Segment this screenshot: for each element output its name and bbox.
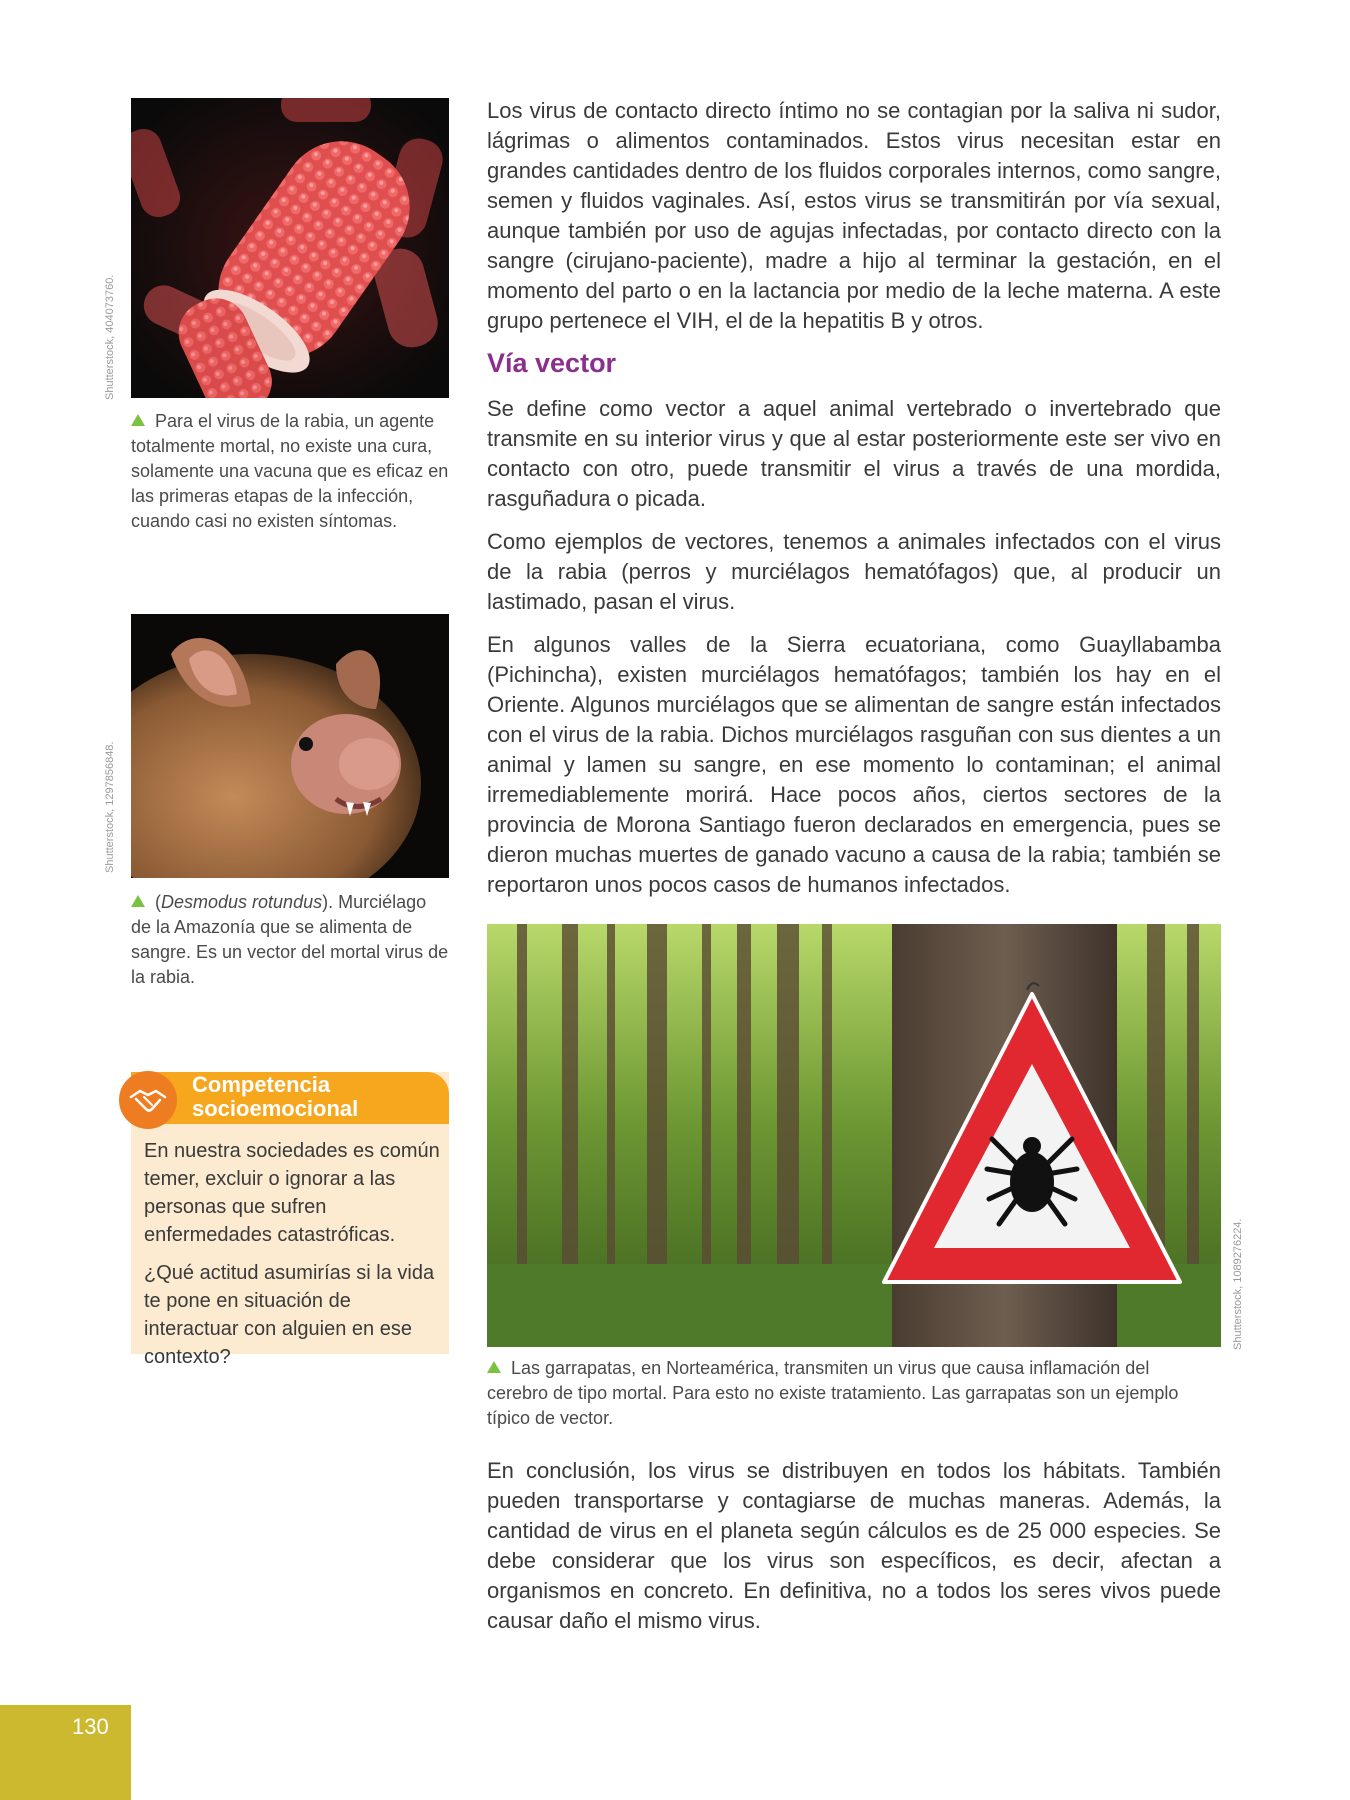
section-heading-via-vector: Vía vector bbox=[487, 348, 617, 378]
page-number-band bbox=[0, 1705, 131, 1800]
paragraph-conclusion: En conclusión, los virus se distribuyen en todos los hábitats. También pueden transportarse y contagiarse de muchas maneras. Además, la cantidad de virus en el planeta según cálculos es de 25 000 especies. Se debe considerar que los virus son específicos, es decir, afectan a organismos en concreto. En definitiva, no a todos los seres vivos puede causar daño el mismo virus. bbox=[487, 1458, 1221, 1633]
paragraph-definicion-vector: Se define como vector a aquel animal vertebrado o invertebrado que transmite en su interior virus y que al estar posteriormente este ser vivo en contacto con otro, puede transmitir el virus a través de una mordida, rasguñadura o picada. bbox=[487, 396, 1221, 511]
page-number: 130 bbox=[72, 1714, 109, 1739]
competencia-text-2: ¿Qué actitud asumirías si la vida te pone en situación de interactuar con alguien en ese contexto? bbox=[144, 1262, 435, 1368]
photo-credit-tick: Shutterstock, 1089276224. bbox=[1232, 1218, 1244, 1350]
virus-caption: Para el virus de la rabia, un agente totalmente mortal, no existe una cura, solamente una vacuna que es eficaz en las primeras etapas de la infección, cuando casi no existen síntomas. bbox=[131, 411, 449, 531]
paragraph-contacto-directo: Los virus de contacto directo íntimo no se contagian por la saliva ni sudor, lágrimas o alimentos contaminados. Estos virus necesitan estar en grandes cantidades dentro de los fluidos corporales internos, como sangre, semen y fluidos vaginales. Así, estos virus se transmitirán por vía sexual, aunque también por uso de agujas infectadas, por contacto directo con la sangre (cirujano-paciente), madre a hijo al terminar la gestación, en el momento del parto o en la lactancia por medio de la leche materna. A este grupo pertenece el VIH, el de la hepatitis B y otros. bbox=[487, 98, 1221, 333]
handshake-icon bbox=[119, 1071, 177, 1129]
photo-credit-virus: Shutterstock, 404073760. bbox=[104, 274, 116, 400]
rabies-virus-image bbox=[131, 98, 449, 398]
competencia-text-1: En nuestra sociedades es común temer, excluir o ignorar a las personas que sufren enfermedades catastróficas. bbox=[144, 1140, 440, 1246]
tick-caption: Las garrapatas, en Norteamérica, transmiten un virus que causa inflamación del cerebro de tipo mortal. Para esto no existe tratamiento. Las garrapatas son un ejemplo típico de vector. bbox=[487, 1358, 1179, 1428]
photo-credit-bat: Shutterstock, 1297856848. bbox=[104, 741, 116, 873]
bat-caption: (Desmodus rotundus). Murciélago de la Amazonía que se alimenta de sangre. Es un vector del mortal virus de la rabia. bbox=[131, 892, 449, 987]
tick-warning-sign-image bbox=[487, 924, 1221, 1347]
triangle-bullet-icon bbox=[487, 1361, 501, 1373]
vampire-bat-image bbox=[131, 614, 449, 878]
competencia-title: Competencia socioemocional bbox=[192, 1072, 359, 1121]
paragraph-ejemplos-vectores: Como ejemplos de vectores, tenemos a animales infectados con el virus de la rabia (perros y murciélagos hematófagos) que, al producir un lastimado, pasan el virus. bbox=[487, 529, 1221, 614]
triangle-bullet-icon bbox=[131, 414, 145, 426]
paragraph-murcielagos: En algunos valles de la Sierra ecuatoriana, como Guayllabamba (Pichincha), existen murciélagos hematófagos; también los hay en el Oriente. Algunos murciélagos que se alimentan de sangre están infectados con el virus de la rabia. Dichos murciélagos rasguñan con sus dientes a un animal y lamen su sangre, en ese momento lo contaminan; el animal irremediablemente morirá. Hace pocos años, ciertos sectores de la provincia de Morona Santiago fueron declarados en emergencia, pues se dieron muchas muertes de ganado vacuno a causa de la rabia; también se reportaron unos pocos casos de humanos infectados. bbox=[487, 632, 1221, 897]
triangle-bullet-icon bbox=[131, 895, 145, 907]
